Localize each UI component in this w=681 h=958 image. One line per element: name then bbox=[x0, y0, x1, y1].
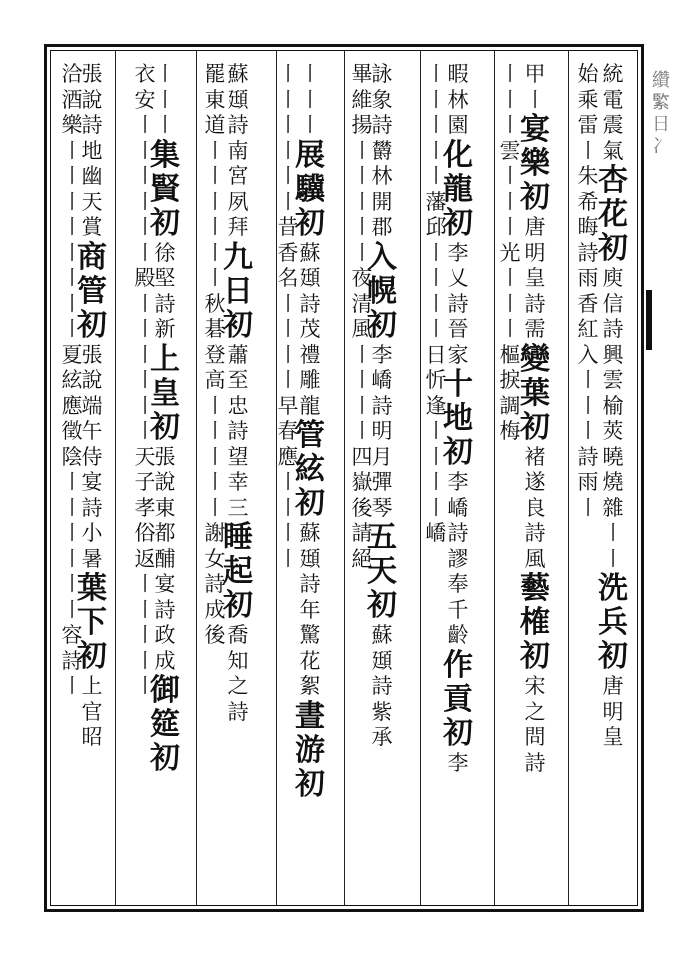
annotation-text: 蕭 至 忠 詩 望 幸 三 bbox=[227, 342, 249, 520]
column-rule bbox=[344, 50, 345, 906]
entry-heading: 洗 兵 初 bbox=[598, 571, 628, 674]
annotation-text: 李 嶠 詩 謬 奉 千 齡 bbox=[447, 470, 469, 647]
entry-heading: 管 絃 初 bbox=[295, 418, 325, 521]
entry-heading: 杏 花 初 bbox=[598, 163, 628, 266]
annotation-text: 李 嶠 詩 明 月 彈 琴 bbox=[371, 342, 393, 520]
text-column-c8 bbox=[349, 62, 375, 898]
text-column-c2 bbox=[575, 62, 601, 898]
annotation-text: 喬 知 之 詩 bbox=[227, 623, 249, 724]
annotation-text: 宋 之 問 詩 bbox=[524, 674, 546, 775]
entry-heading: 藝 榷 初 bbox=[520, 571, 550, 674]
annotation-text: 李 乂 詩 晉 家 bbox=[447, 240, 469, 367]
annotation-text: 張 說 東 都 酺 宴 詩 政 成 bbox=[154, 444, 176, 673]
annotation-text: 衣 安 〡 〡 〡 〡 〡 〡 殿 〡 〡 〡 〡 〡 〡 天 子 孝 俗 返 〡 〡 〡 〡 〡 bbox=[134, 62, 156, 698]
entry-heading: 入 幌 初 bbox=[367, 239, 397, 343]
entry-heading: 九 日 初 bbox=[223, 239, 253, 343]
annotation-text: 詩 雨 〡 bbox=[577, 444, 599, 520]
entry-heading: 御 筵 初 bbox=[150, 673, 180, 776]
annotation-text: 詠 象 詩 欝 林 開 郡 bbox=[371, 62, 393, 239]
annotation-text: 罷 東 道 〡 〡 〡 〡 〡 〡 秋 碁 登 高 〡 〡 〡 〡 〡 謝 女 詩 成 後 bbox=[204, 62, 226, 647]
annotation-text: 褚 遂 良 詩 風 bbox=[524, 444, 546, 571]
annotation-text: 張 說 端 午 侍 宴 詩 小 暑 bbox=[81, 342, 103, 571]
annotation-text: 〡 〡 〡 〡 〡 〡 昔 香 名 〡 〡 〡 〡 早 春 應 〡 〡 〡 〡 bbox=[277, 62, 299, 571]
annotation-text: 蘇 頲 詩 茂 禮 雕 龍 bbox=[299, 240, 321, 418]
column-rule bbox=[196, 50, 197, 906]
entry-heading: 宴 樂 初 bbox=[520, 112, 550, 215]
annotation-text: 李 bbox=[447, 750, 469, 775]
entry-heading: 五 天 初 bbox=[367, 520, 397, 623]
annotation-text: 〡 〡 〡 〡 〡 藩 邱 〡 〡 〡 〡 日 忻 逢 〡 〡 〡 〡 嶠 bbox=[425, 62, 447, 545]
text-column-c10 bbox=[275, 62, 301, 898]
annotation-text: 〡 〡 bbox=[602, 521, 624, 571]
entry-heading: 上 皇 初 bbox=[150, 341, 180, 445]
entry-heading: 展 驥 初 bbox=[295, 137, 325, 241]
column-rule bbox=[568, 50, 569, 906]
annotation-text: 〡 〡 〡 bbox=[299, 62, 321, 137]
entry-heading: 十 地 初 bbox=[443, 367, 473, 470]
text-column-c1 bbox=[596, 62, 630, 898]
text-column-c16 bbox=[59, 62, 85, 898]
annotation-text: 蘇 頲 詩 年 驚 花 絮 bbox=[299, 521, 321, 698]
entry-heading: 商 管 初 bbox=[77, 239, 107, 343]
annotation-text: 始 乘 雷 bbox=[577, 62, 599, 137]
entry-heading: 睡 起 初 bbox=[223, 520, 253, 623]
entry-heading: 葉 下 初 bbox=[77, 571, 107, 674]
text-column-c6 bbox=[423, 62, 449, 898]
annotation-text: 唐 明 皇 詩 需 bbox=[524, 215, 546, 341]
entry-heading: 作 貢 初 bbox=[443, 647, 473, 751]
entry-heading: 變 葉 初 bbox=[520, 341, 550, 445]
text-column-c4 bbox=[497, 62, 523, 898]
page-edge-mark bbox=[646, 290, 652, 350]
annotation-text: 唐 明 皇 bbox=[602, 674, 624, 749]
annotation-text: 蘇 頲 詩 南 宮 夙 拜 bbox=[227, 62, 249, 239]
column-rule bbox=[494, 50, 495, 906]
text-column-c3 bbox=[518, 62, 552, 898]
entry-heading: 晝 游 初 bbox=[295, 698, 325, 802]
column-rule bbox=[115, 50, 116, 906]
page-edge-fragment: 纘 𦂳 日 冫 bbox=[652, 70, 670, 157]
annotation-text: 洽 酒 樂 〡 〡 〡 〡 〡 〡 〡 〡 夏 絃 應 徵 陰 〡 〡 〡 〡 〡 〡 容 詩 〡 bbox=[61, 62, 83, 698]
entry-heading: 化 龍 初 bbox=[443, 137, 473, 241]
column-rule bbox=[420, 50, 421, 906]
annotation-text: 上 官 昭 bbox=[81, 674, 103, 749]
text-column-c12 bbox=[202, 62, 228, 898]
annotation-text: 〡 〡 〡 bbox=[154, 62, 176, 137]
annotation-text: 暇 林 園 bbox=[447, 62, 469, 137]
annotation-text: 畢 維 揚 〡 〡 〡 〡 〡 夜 清 風 〡 〡 〡 〡 四 嶽 後 請 絕 bbox=[351, 62, 373, 571]
entry-heading: 集 賢 初 bbox=[150, 137, 180, 241]
annotation-text: 〡 〡 〡 雲 〡 〡 〡 光 〡 〡 〡 樞 捩 調 梅 bbox=[499, 62, 521, 443]
annotation-text: 張 說 詩 地 幽 天 賞 bbox=[81, 62, 103, 239]
annotation-text: 蘇 頲 詩 紫 承 bbox=[371, 623, 393, 749]
annotation-text: 庾 信 詩 興 雲 榆 莢 曉 燒 雜 bbox=[602, 266, 624, 520]
annotation-text: 徐 堅 詩 新 bbox=[154, 240, 176, 341]
text-column-c14 bbox=[132, 62, 158, 898]
annotation-text: 甲 〡 bbox=[524, 62, 546, 112]
annotation-text: 統 電 震 氣 bbox=[602, 62, 624, 163]
annotation-text: 〡 朱 希 晦 詩 雨 香 紅 入 〡 〡 〡 bbox=[577, 138, 599, 443]
